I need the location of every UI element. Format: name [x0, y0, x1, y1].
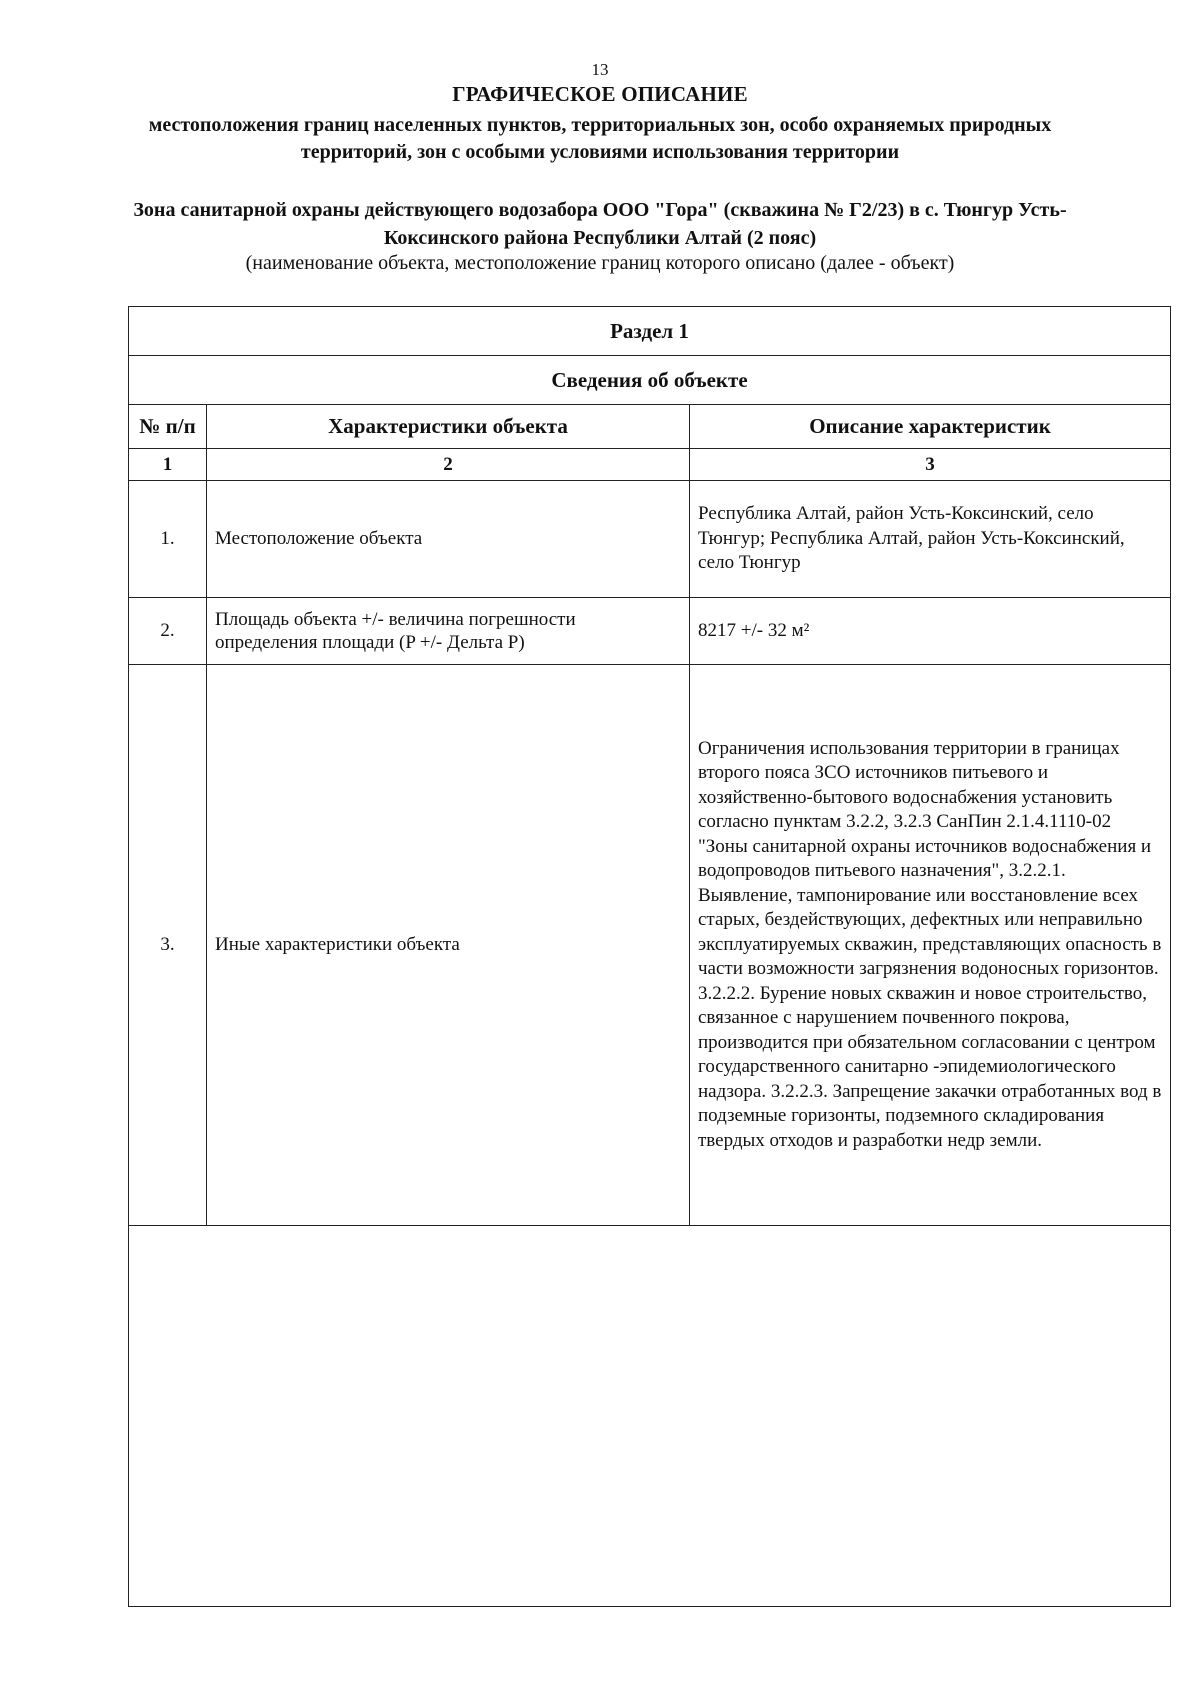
object-info-table: [128, 306, 1171, 1607]
row-description: Ограничения использования территории в границах второго пояса ЗСО источников питьевого и хозяйственно-бытового водоснабжения установить согласно пунктам 3.2.2, 3.2.3 СанПин 2.1.4.1110-02 "Зоны санитарной охраны источников водоснабжения и водопроводов питьевого назначения", 3.2.2.1. Выявление, тампонирование или восстановление всех старых, бездействующих, дефектных или неправильно эксплуатируемых скважин, представляющих опасность в части возможности загрязнения водоносных горизонтов. 3.2.2.2. Бурение новых скважин и новое строительство, связанное с нарушением почвенного покрова, производится при обязательном согласовании с центром государственного санитарно -эпидемиологического надзора. 3.2.2.3. Запрещение закачки отработанных вод в подземные горизонты, подземного складирования твердых отходов и разработки недр земли.: [690, 665, 1171, 1226]
table-row: [129, 598, 1171, 665]
row-description: Республика Алтай, район Усть-Коксинский, село Тюнгур; Республика Алтай, район Усть-Коксинский, село Тюнгур: [690, 481, 1171, 598]
document-subtitle: местоположения границ населенных пунктов, территориальных зон, особо охраняемых природных территорий, зон с особыми условиями использования территории: [148, 114, 1052, 163]
header-description: Описание характеристик: [690, 405, 1171, 449]
column-number-1: 1: [129, 449, 207, 481]
header-characteristic: Характеристики объекта: [207, 405, 690, 449]
row-description: 8217 +/- 32 м²: [690, 598, 1171, 665]
row-number: 2.: [129, 598, 207, 665]
page-number: 13: [591, 60, 609, 79]
section-title-row: [129, 356, 1171, 405]
section-row: [129, 307, 1171, 356]
empty-area-row: [129, 1226, 1171, 1607]
document-title: ГРАФИЧЕСКОЕ ОПИСАНИЕ: [452, 82, 748, 106]
object-caption: (наименование объекта, местоположение границ которого описано (далее - объект): [245, 252, 955, 274]
header-row: [129, 405, 1171, 449]
row-characteristic: Иные характеристики объекта: [207, 665, 690, 1226]
row-characteristic: Местоположение объекта: [207, 481, 690, 598]
column-number-2: 2: [207, 449, 690, 481]
table-row: [129, 481, 1171, 598]
column-number-3: 3: [690, 449, 1171, 481]
row-number: 1.: [129, 481, 207, 598]
empty-area: [129, 1226, 1171, 1607]
header-num: № п/п: [129, 405, 207, 449]
row-characteristic: Площадь объекта +/- величина погрешности определения площади (P +/- Дельта P): [207, 598, 690, 665]
section-title: Сведения об объекте: [129, 356, 1171, 405]
row-number: 3.: [129, 665, 207, 1226]
object-name: Зона санитарной охраны действующего водозабора ООО "Гора" (скважина № Г2/23) в с. Тюнгур Усть-Коксинского района Республики Алтай (2 пояс): [133, 199, 1067, 249]
table-row: [129, 665, 1171, 1226]
column-number-row: [129, 449, 1171, 481]
section-label: Раздел 1: [129, 307, 1171, 356]
